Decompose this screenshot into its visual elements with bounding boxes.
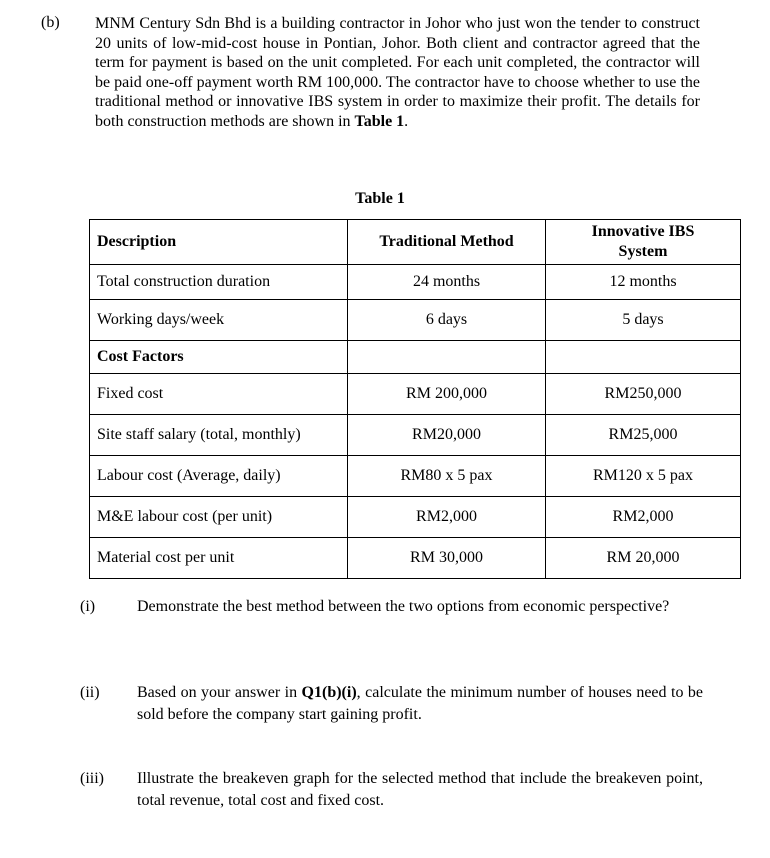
row-description: Labour cost (Average, daily): [90, 456, 348, 497]
row-ibs: RM120 x 5 pax: [546, 456, 741, 497]
subquestion-text: [137, 682, 703, 726]
row-description: Site staff salary (total, monthly): [90, 415, 348, 456]
row-traditional: RM20,000: [348, 415, 546, 456]
row-ibs: RM250,000: [546, 374, 741, 415]
row-ibs: 5 days: [546, 300, 741, 341]
row-traditional: RM 30,000: [348, 538, 546, 579]
table-row: [90, 300, 741, 341]
row-ibs: RM2,000: [546, 497, 741, 538]
question-part-label: (b): [41, 14, 60, 31]
row-traditional: 24 months: [348, 265, 546, 300]
row-description: Fixed cost: [90, 374, 348, 415]
header-ibs: [546, 220, 741, 265]
row-description: Working days/week: [90, 300, 348, 341]
table-caption: Table 1: [355, 190, 405, 207]
subquestion-text: Illustrate the breakeven graph for the selected method that include the breakeven point, total revenue, total cost and fixed cost.: [137, 770, 703, 809]
row-ibs: RM 20,000: [546, 538, 741, 579]
table-row: [90, 497, 741, 538]
header-ibs-line1: Innovative IBS: [591, 223, 695, 240]
empty-cell: [348, 341, 546, 374]
header-description: Description: [90, 220, 348, 265]
table-row: [90, 415, 741, 456]
subquestion-number: (i): [80, 598, 96, 615]
table-row: [90, 374, 741, 415]
table-row: [90, 456, 741, 497]
subquestion-text-before: Based on your answer in: [137, 684, 302, 701]
row-traditional: 6 days: [348, 300, 546, 341]
row-ibs: 12 months: [546, 265, 741, 300]
intro-end: .: [404, 112, 409, 130]
cost-factors-label: Cost Factors: [90, 341, 348, 374]
row-description: M&E labour cost (per unit): [90, 497, 348, 538]
subquestion-text-after: , calculate the minimum number of houses need to be sold before the company start gaining profit.: [137, 684, 704, 723]
subquestion-number: (iii): [80, 770, 104, 787]
header-ibs-line2: System: [618, 243, 668, 260]
row-traditional: RM2,000: [348, 497, 546, 538]
row-traditional: RM 200,000: [348, 374, 546, 415]
row-traditional: RM80 x 5 pax: [348, 456, 546, 497]
row-ibs: RM25,000: [546, 415, 741, 456]
question-intro: [95, 14, 700, 132]
row-description: Total construction duration: [90, 265, 348, 300]
table-row: [90, 265, 741, 300]
subquestion-number: (ii): [80, 684, 100, 701]
row-description: Material cost per unit: [90, 538, 348, 579]
table-header-row: [90, 220, 741, 265]
subquestion-text: Demonstrate the best method between the two options from economic perspective?: [137, 598, 670, 615]
empty-cell: [546, 341, 741, 374]
header-traditional: Traditional Method: [348, 220, 546, 265]
table-row: [90, 538, 741, 579]
intro-table-reference: Table 1: [354, 112, 405, 130]
cost-factors-section-row: [90, 341, 741, 374]
cost-comparison-table: [89, 219, 741, 579]
intro-text: MNM Century Sdn Bhd is a building contractor in Johor who just won the tender to construct 20 units of low-mid-cost house in Pontian, Johor. Both client and contractor agreed that the term for payment is based on the unit completed. For each unit completed, the contractor will be paid one-off payment worth RM 100,000. The contractor have to choose whether to use the traditional method or innovative IBS system in order to maximize their profit. The details for both construction methods are shown in: [95, 15, 700, 130]
subquestion-reference: Q1(b)(i): [301, 684, 357, 701]
